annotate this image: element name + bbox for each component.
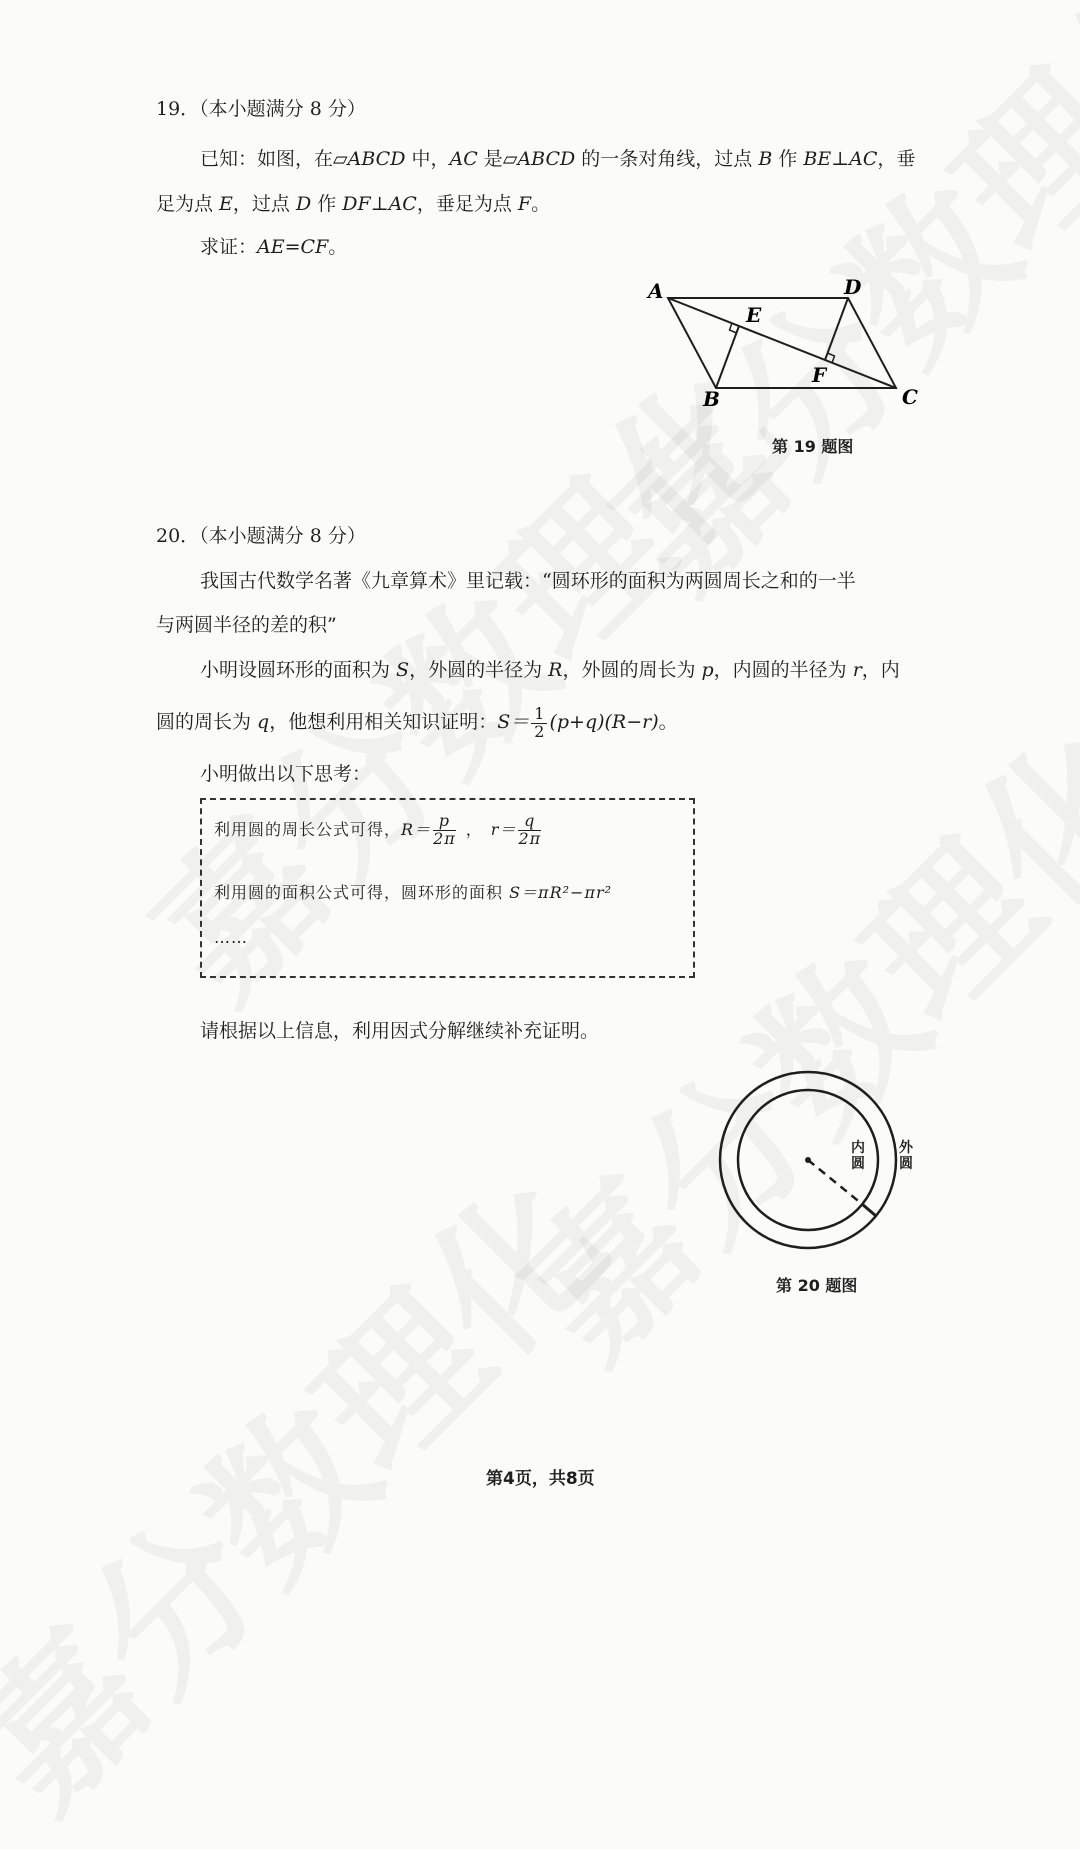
q20-text: 圆的周长为: [156, 711, 258, 733]
think-sep: ，: [465, 820, 483, 839]
ring-width: [862, 1204, 876, 1216]
q20-para2-line2: [156, 700, 678, 744]
q19-var: BE⊥AC: [803, 148, 878, 170]
q20-text: ，外圆的半径为: [409, 659, 549, 681]
q19-text: 作: [311, 193, 343, 215]
outer-circle-label: 外圆: [899, 1140, 913, 1172]
q19-figure-caption: 第 19 题图: [772, 437, 854, 456]
q19-prove-expr: AE=CF: [257, 236, 329, 258]
think-box-line1: [214, 810, 543, 850]
fraction-p-2pi: [433, 813, 456, 848]
q19-line1: [200, 150, 915, 169]
q20-text: ，内: [861, 659, 900, 681]
q19-var: F: [517, 193, 532, 215]
q20-var: R: [548, 659, 563, 681]
think-text: 利用圆的面积公式可得，圆环形的面积: [214, 883, 510, 902]
formula-fraction: [531, 703, 547, 741]
think-box-line2: [214, 880, 612, 903]
label-c: C: [902, 385, 918, 409]
q20-text: ，内圆的半径为: [713, 659, 853, 681]
q20-figure-caption: 第 20 题图: [776, 1276, 858, 1295]
page-number: 第4页，共8页: [486, 1469, 595, 1489]
formula-rhs: (p+q)(R−r): [549, 711, 659, 733]
think-area-formula: S＝πR²−πr²: [509, 883, 613, 902]
segment-be: [716, 326, 739, 388]
inner-circle-label: 内圆: [851, 1140, 865, 1172]
q19-var: DF⊥AC: [342, 193, 417, 215]
q20-think-intro: 小明做出以下思考：: [200, 763, 372, 785]
q19-text: 的一条对角线，过点: [575, 148, 759, 170]
q19-var: AC: [449, 148, 478, 170]
q20-para2-line1: [200, 661, 900, 680]
q20-text: ，他想利用相关知识证明：: [269, 711, 498, 733]
parallelogram-icon: ▱: [502, 148, 518, 170]
q19-prove: [200, 238, 347, 257]
q20-instruction: 请根据以上信息，利用因式分解继续补充证明。: [200, 1020, 600, 1042]
frac-num: q: [518, 813, 541, 831]
q19-line2: [156, 195, 550, 214]
q19-text: 是: [477, 148, 503, 170]
q20-para1-line2: 与两圆半径的差的积”: [156, 614, 337, 636]
q20-header: 20．（本小题满分 8 分）: [156, 525, 366, 547]
formula-frac-den: 2: [534, 721, 545, 741]
q20-var: q: [257, 711, 270, 733]
think-box: [200, 798, 695, 978]
frac-den: 2π: [518, 829, 542, 848]
label-f: F: [812, 363, 827, 387]
q19-var: E: [219, 193, 233, 215]
label-b: B: [703, 387, 720, 411]
label-d: D: [844, 275, 862, 299]
segment-df: [825, 298, 848, 360]
frac-den: 2π: [433, 829, 456, 848]
label-a: A: [648, 279, 664, 303]
q19-header: 19．（本小题满分 8 分）: [156, 98, 366, 120]
q19-var: ABCD: [347, 148, 406, 170]
q19-text: 作: [772, 148, 804, 170]
formula-lhs: S＝: [497, 711, 530, 733]
q20-text: ，外圆的周长为: [562, 659, 702, 681]
q19-var: B: [758, 148, 773, 170]
q19-text: 中，: [405, 148, 450, 170]
formula-frac-num: 1: [531, 706, 547, 724]
parallelogram-icon: ▱: [333, 148, 348, 170]
q20-var: p: [701, 659, 714, 681]
q19-var: ABCD: [517, 148, 576, 170]
think-R: R＝: [401, 820, 432, 839]
diagonal-ac: [668, 298, 896, 388]
q19-text: ，垂足为点: [416, 193, 518, 215]
frac-num: p: [433, 813, 456, 831]
q20-var: r: [852, 659, 862, 681]
label-e: E: [746, 303, 762, 327]
q19-var: D: [295, 193, 312, 215]
q19-text: ，垂: [877, 148, 916, 170]
think-r: r＝: [490, 820, 517, 839]
formula-end: 。: [658, 711, 678, 733]
q20-figure: [710, 1068, 930, 1268]
q19-figure: [630, 270, 930, 420]
q19-prove-label: 求证：: [200, 236, 258, 258]
q20-var: S: [396, 659, 410, 681]
q19-text: ，过点: [232, 193, 296, 215]
think-box-ellipsis: ……: [214, 928, 248, 947]
q20-para1-line1: 我国古代数学名著《九章算术》里记载：“圆环形的面积为两圆周长之和的一半: [200, 570, 856, 592]
q19-text: 。: [531, 193, 551, 215]
q20-text: 小明设圆环形的面积为: [200, 659, 397, 681]
think-text: 利用圆的周长公式可得，: [214, 820, 402, 839]
q19-prove-end: 。: [328, 236, 348, 258]
q19-text: 足为点: [156, 193, 220, 215]
q19-text: 已知：如图，在: [200, 148, 334, 170]
fraction-q-2pi: [518, 813, 541, 848]
